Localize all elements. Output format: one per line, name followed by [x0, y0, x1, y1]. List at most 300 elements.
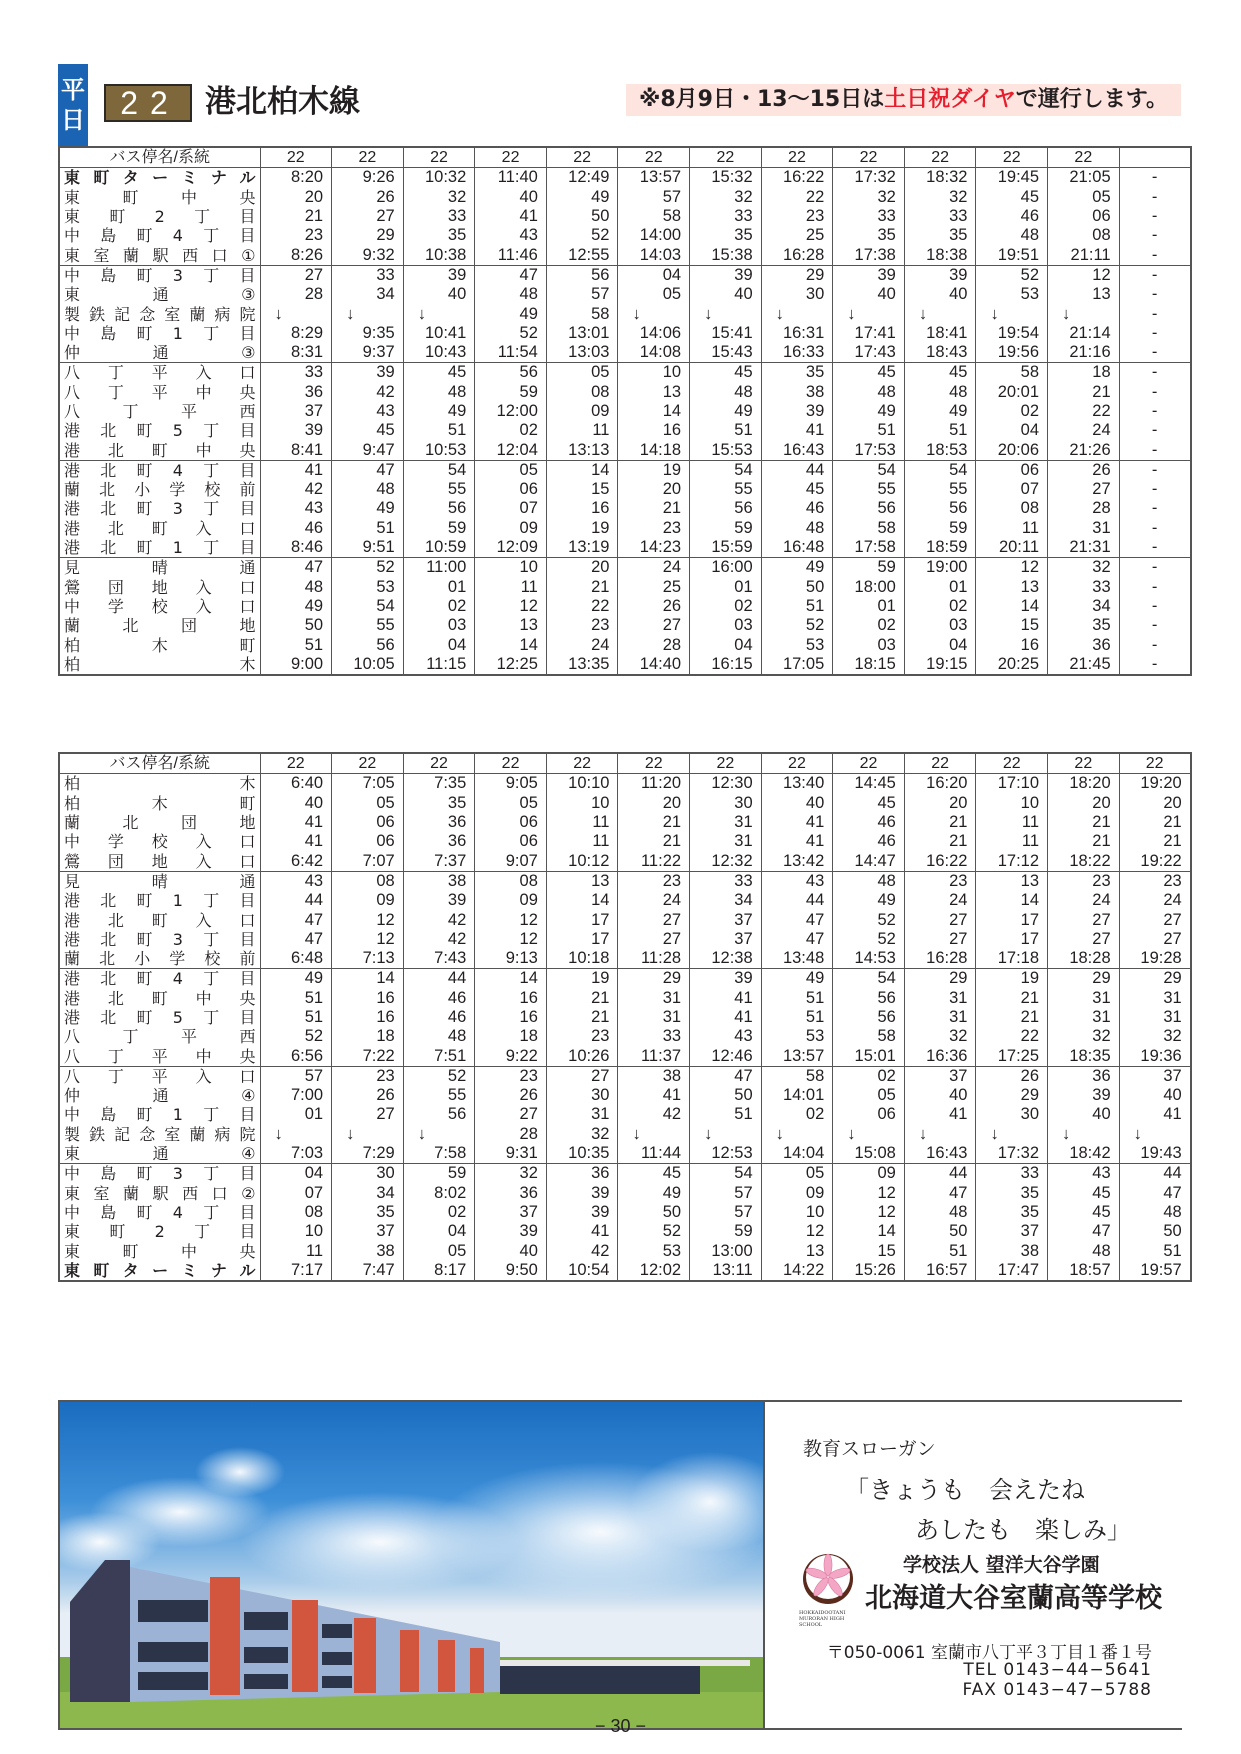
departure-time: 53 [618, 1241, 690, 1260]
departure-time: 02 [403, 1203, 475, 1222]
table-row [59, 930, 1191, 949]
departure-time: 39 [546, 1184, 618, 1203]
departure-time: 06 [976, 460, 1048, 480]
departure-time: 48 [403, 383, 475, 402]
pass-through-arrow-icon: ↓ [403, 304, 475, 323]
departure-time: 17:25 [976, 1046, 1048, 1066]
departure-time: 41 [260, 813, 332, 832]
departure-time: 21 [546, 989, 618, 1008]
table-row [59, 440, 1191, 460]
departure-time: 56 [904, 499, 976, 518]
departure-time: 43 [690, 1027, 762, 1046]
departure-time: 41 [904, 1105, 976, 1124]
departure-time: 13 [546, 871, 618, 891]
route-header: 22 [904, 753, 976, 774]
departure-time: 08 [976, 499, 1048, 518]
departure-time: 7:43 [403, 949, 475, 969]
departure-time: 09 [332, 891, 404, 910]
departure-time: 21:45 [1048, 655, 1120, 675]
departure-time: 10:12 [546, 851, 618, 871]
route-header: 22 [546, 147, 618, 168]
departure-time: 56 [475, 363, 547, 383]
departure-time: 33 [904, 207, 976, 226]
departure-time: 31 [690, 832, 762, 851]
departure-time: 59 [403, 1164, 475, 1184]
table-row [59, 616, 1191, 635]
departure-time: 58 [761, 1066, 833, 1086]
table-row [59, 324, 1191, 343]
departure-time: 06 [475, 813, 547, 832]
departure-time: 52 [332, 558, 404, 578]
departure-time: 48 [833, 383, 905, 402]
departure-time: 59 [403, 519, 475, 538]
table-row [59, 578, 1191, 597]
route-header: 22 [904, 147, 976, 168]
departure-time: 23 [475, 1066, 547, 1086]
departure-time: 47 [332, 460, 404, 480]
departure-time: 19 [546, 969, 618, 989]
weekday-tag-char-1: 平 [61, 76, 85, 104]
departure-time: 26 [332, 1086, 404, 1105]
departure-time: 52 [833, 930, 905, 949]
departure-time: 20:11 [976, 538, 1048, 558]
departure-time: 14:22 [761, 1261, 833, 1281]
departure-time: 15:43 [690, 343, 762, 363]
school-info [763, 1402, 1182, 1728]
departure-time: - [1119, 635, 1191, 654]
departure-time: 04 [403, 1222, 475, 1241]
departure-time: 7:00 [260, 1086, 332, 1105]
departure-time: - [1119, 402, 1191, 421]
departure-time: 17:38 [833, 245, 905, 265]
departure-time: 27 [332, 1105, 404, 1124]
departure-time: 47 [690, 1066, 762, 1086]
departure-time: 28 [475, 1125, 547, 1144]
departure-time: 47 [761, 930, 833, 949]
departure-time: 01 [833, 597, 905, 616]
departure-time: 56 [403, 499, 475, 518]
departure-time: 47 [260, 558, 332, 578]
departure-time: - [1119, 304, 1191, 323]
departure-time: 01 [904, 578, 976, 597]
departure-time: 52 [976, 265, 1048, 285]
departure-time: 35 [403, 226, 475, 245]
departure-time: 47 [260, 930, 332, 949]
departure-time: 12:25 [475, 655, 547, 675]
departure-time: 59 [833, 558, 905, 578]
table-row [59, 383, 1191, 402]
departure-time: 31 [1119, 1008, 1191, 1027]
departure-time: 38 [761, 383, 833, 402]
departure-time: 8:26 [260, 245, 332, 265]
departure-time: 34 [332, 1184, 404, 1203]
departure-time: 9:07 [475, 851, 547, 871]
stop-name: 港北町1丁目 [59, 891, 260, 910]
stop-name: 仲通④ [59, 1086, 260, 1105]
table-row [59, 1222, 1191, 1241]
pass-through-arrow-icon: ↓ [761, 304, 833, 323]
departure-time: 9:32 [332, 245, 404, 265]
table-row [59, 1144, 1191, 1164]
departure-time: 06 [833, 1105, 905, 1124]
departure-time: 12:09 [475, 538, 547, 558]
departure-time: 49 [761, 558, 833, 578]
departure-time: 34 [1048, 597, 1120, 616]
departure-time: 19:51 [976, 245, 1048, 265]
departure-time: 12 [332, 910, 404, 929]
departure-time: 13:19 [546, 538, 618, 558]
departure-time: 40 [475, 188, 547, 207]
departure-time: 52 [403, 1066, 475, 1086]
table-row [59, 304, 1191, 323]
departure-time: 17:32 [833, 168, 905, 188]
departure-time: 33 [260, 363, 332, 383]
route-header: 22 [976, 753, 1048, 774]
departure-time: 05 [761, 1164, 833, 1184]
pass-through-arrow-icon: ↓ [1048, 304, 1120, 323]
departure-time: 32 [1048, 1027, 1120, 1046]
departure-time: 08 [546, 383, 618, 402]
departure-time: 16:28 [761, 245, 833, 265]
departure-time: 51 [332, 519, 404, 538]
departure-time: 41 [260, 832, 332, 851]
departure-time: 55 [332, 616, 404, 635]
departure-time: 12 [761, 1222, 833, 1241]
departure-time: 23 [618, 519, 690, 538]
departure-time: 27 [1119, 930, 1191, 949]
route-header: 22 [761, 753, 833, 774]
stop-name: 八丁平中央 [59, 383, 260, 402]
departure-time: 12 [475, 597, 547, 616]
pass-through-arrow-icon: ↓ [1048, 1125, 1120, 1144]
departure-time: 50 [546, 207, 618, 226]
departure-time: 30 [332, 1164, 404, 1184]
departure-time: 43 [475, 226, 547, 245]
table-row [59, 207, 1191, 226]
departure-time: 31 [618, 989, 690, 1008]
departure-time: 11:40 [475, 168, 547, 188]
departure-time: 58 [546, 304, 618, 323]
departure-time: 22 [546, 597, 618, 616]
departure-time: - [1119, 578, 1191, 597]
stop-name: 東通④ [59, 1144, 260, 1164]
departure-time: 13:01 [546, 324, 618, 343]
departure-time: 23 [904, 871, 976, 891]
departure-time: 56 [332, 635, 404, 654]
departure-time: 46 [761, 499, 833, 518]
departure-time: 44 [403, 969, 475, 989]
departure-time: 32 [546, 1125, 618, 1144]
departure-time: 48 [904, 383, 976, 402]
departure-time: 41 [475, 207, 547, 226]
departure-time: 17:05 [761, 655, 833, 675]
departure-time: 21:05 [1048, 168, 1120, 188]
pass-through-arrow-icon: ↓ [976, 1125, 1048, 1144]
departure-time: 17:12 [976, 851, 1048, 871]
departure-time: 48 [976, 226, 1048, 245]
table-row [59, 794, 1191, 813]
table-row [59, 480, 1191, 499]
departure-time: 15:32 [690, 168, 762, 188]
departure-time: 21:14 [1048, 324, 1120, 343]
departure-time: 36 [260, 383, 332, 402]
departure-time: 13 [475, 616, 547, 635]
departure-time: 03 [833, 635, 905, 654]
departure-time: 39 [1048, 1086, 1120, 1105]
departure-time: 12 [475, 910, 547, 929]
departure-time: 24 [546, 635, 618, 654]
departure-time: 7:03 [260, 1144, 332, 1164]
departure-time: 04 [904, 635, 976, 654]
departure-time: 10:43 [403, 343, 475, 363]
departure-time: 37 [904, 1066, 976, 1086]
departure-time: 9:50 [475, 1261, 547, 1281]
departure-time: 42 [332, 383, 404, 402]
departure-time: 35 [761, 363, 833, 383]
departure-time: 06 [475, 480, 547, 499]
departure-time: 03 [403, 616, 475, 635]
departure-time: 49 [403, 402, 475, 421]
departure-time: 13:48 [761, 949, 833, 969]
departure-time: 10:38 [403, 245, 475, 265]
departure-time: 02 [690, 597, 762, 616]
departure-time: 37 [260, 402, 332, 421]
departure-time: 56 [546, 265, 618, 285]
departure-time: 39 [833, 265, 905, 285]
departure-time: 47 [904, 1184, 976, 1203]
departure-time: 14:08 [618, 343, 690, 363]
departure-time: 11:28 [618, 949, 690, 969]
departure-time: 35 [976, 1184, 1048, 1203]
departure-time: 51 [403, 421, 475, 440]
departure-time: 26 [976, 1066, 1048, 1086]
stop-name: 港北町入口 [59, 910, 260, 929]
departure-time: 21 [904, 813, 976, 832]
departure-time: 09 [475, 891, 547, 910]
departure-time: 27 [475, 1105, 547, 1124]
departure-time: 50 [761, 578, 833, 597]
stop-name: 八丁平入口 [59, 1066, 260, 1086]
departure-time: 45 [618, 1164, 690, 1184]
table-row [59, 871, 1191, 891]
departure-time: 49 [833, 402, 905, 421]
departure-time: - [1119, 168, 1191, 188]
departure-time: 21:16 [1048, 343, 1120, 363]
departure-time: 16:33 [761, 343, 833, 363]
stop-name: 中島町4丁目 [59, 226, 260, 245]
pass-through-arrow-icon: ↓ [690, 304, 762, 323]
departure-time: 13 [1048, 285, 1120, 304]
departure-time: 19 [976, 969, 1048, 989]
departure-time: 07 [976, 480, 1048, 499]
departure-time: 05 [403, 1241, 475, 1260]
departure-time: 28 [618, 635, 690, 654]
departure-time: 7:51 [403, 1046, 475, 1066]
stop-name: 八丁平西 [59, 1027, 260, 1046]
route-name: 港北柏木線 [205, 84, 360, 120]
table-row [59, 265, 1191, 285]
pass-through-arrow-icon: ↓ [690, 1125, 762, 1144]
departure-time: - [1119, 343, 1191, 363]
table-row [59, 285, 1191, 304]
departure-time: 19 [618, 460, 690, 480]
weekday-tag-char-2: 日 [61, 106, 85, 134]
departure-time: 14:47 [833, 851, 905, 871]
departure-time: 26 [1048, 460, 1120, 480]
stop-name: 柏木町 [59, 635, 260, 654]
stop-name: 見晴通 [59, 871, 260, 891]
departure-time: 10:53 [403, 440, 475, 460]
route-header: 22 [1048, 753, 1120, 774]
departure-time: 31 [618, 1008, 690, 1027]
departure-time: 16:57 [904, 1261, 976, 1281]
departure-time: 12 [833, 1203, 905, 1222]
departure-time: 11:22 [618, 851, 690, 871]
departure-time: 47 [260, 910, 332, 929]
departure-time: 18:57 [1048, 1261, 1120, 1281]
departure-time: 41 [546, 1222, 618, 1241]
departure-time: 52 [761, 616, 833, 635]
departure-time: 7:22 [332, 1046, 404, 1066]
departure-time: 18 [332, 1027, 404, 1046]
departure-time: 39 [690, 265, 762, 285]
table-row [59, 499, 1191, 518]
departure-time: 05 [546, 363, 618, 383]
departure-time: 8:02 [403, 1184, 475, 1203]
departure-time: 08 [332, 871, 404, 891]
departure-time: 18:20 [1048, 774, 1120, 794]
departure-time: 09 [761, 1184, 833, 1203]
pass-through-arrow-icon: ↓ [904, 304, 976, 323]
departure-time: 17:53 [833, 440, 905, 460]
departure-time: 16 [332, 1008, 404, 1027]
timetable-inbound [58, 752, 1192, 1282]
departure-time: 11:54 [475, 343, 547, 363]
departure-time: 49 [260, 597, 332, 616]
departure-time: 47 [475, 265, 547, 285]
departure-time: 17 [546, 910, 618, 929]
departure-time: 14 [618, 402, 690, 421]
page-number: − 30 − [594, 1716, 647, 1736]
departure-time: 17 [976, 910, 1048, 929]
departure-time: 16:22 [761, 168, 833, 188]
table-row [59, 363, 1191, 383]
departure-time: 42 [403, 930, 475, 949]
departure-time: 12 [833, 1184, 905, 1203]
table-header-row [59, 753, 1191, 774]
departure-time: 23 [546, 616, 618, 635]
departure-time: 13 [761, 1241, 833, 1260]
departure-time: 16:28 [904, 949, 976, 969]
departure-time: 9:05 [475, 774, 547, 794]
departure-time: 20 [618, 794, 690, 813]
departure-time: 38 [976, 1241, 1048, 1260]
table-row [59, 969, 1191, 989]
departure-time: 19:15 [904, 655, 976, 675]
departure-time: 15:53 [690, 440, 762, 460]
stop-name: 港北町3丁目 [59, 499, 260, 518]
stop-name: 東室蘭駅西口① [59, 245, 260, 265]
departure-time: 23 [1048, 871, 1120, 891]
departure-time: 7:37 [403, 851, 475, 871]
departure-time: - [1119, 188, 1191, 207]
departure-time: 7:07 [332, 851, 404, 871]
departure-time: 10:05 [332, 655, 404, 675]
departure-time: 45 [833, 794, 905, 813]
table-row [59, 910, 1191, 929]
departure-time: 49 [332, 499, 404, 518]
departure-time: 45 [761, 480, 833, 499]
departure-time: 39 [546, 1203, 618, 1222]
departure-time: 31 [1048, 519, 1120, 538]
departure-time: 43 [260, 871, 332, 891]
departure-time: - [1119, 440, 1191, 460]
departure-time: 8:46 [260, 538, 332, 558]
departure-time: 14:06 [618, 324, 690, 343]
departure-time: 57 [546, 285, 618, 304]
departure-time: 40 [475, 1241, 547, 1260]
departure-time: 45 [690, 363, 762, 383]
departure-time: 13:03 [546, 343, 618, 363]
departure-time: 11:20 [618, 774, 690, 794]
departure-time: 14:40 [618, 655, 690, 675]
departure-time: 34 [332, 285, 404, 304]
stop-name: 港北町5丁目 [59, 421, 260, 440]
departure-time: 21 [1119, 813, 1191, 832]
departure-time: 21 [260, 207, 332, 226]
departure-time: 14:04 [761, 1144, 833, 1164]
departure-time: 33 [618, 1027, 690, 1046]
departure-time: 13 [976, 871, 1048, 891]
table-row [59, 1027, 1191, 1046]
departure-time: 45 [976, 188, 1048, 207]
departure-time: 40 [1048, 1105, 1120, 1124]
stop-name: 港北町中央 [59, 440, 260, 460]
stop-name: 東町ターミナル [59, 168, 260, 188]
stop-name: 東通③ [59, 285, 260, 304]
departure-time: 35 [833, 226, 905, 245]
departure-time: 18:32 [904, 168, 976, 188]
departure-time: 27 [904, 930, 976, 949]
departure-time: 16 [475, 1008, 547, 1027]
departure-time: 17:18 [976, 949, 1048, 969]
departure-time: 51 [260, 989, 332, 1008]
departure-time: 48 [1048, 1241, 1120, 1260]
departure-time: 21 [618, 499, 690, 518]
pass-through-arrow-icon: ↓ [332, 304, 404, 323]
table-row [59, 655, 1191, 675]
departure-time: 50 [1119, 1222, 1191, 1241]
route-header: 22 [332, 147, 404, 168]
departure-time: 07 [475, 499, 547, 518]
departure-time: 49 [904, 402, 976, 421]
stop-name: 柏木 [59, 774, 260, 794]
departure-time: 20 [546, 558, 618, 578]
departure-time: 06 [332, 832, 404, 851]
departure-time: 42 [618, 1105, 690, 1124]
table-row [59, 1184, 1191, 1203]
departure-time: 33 [833, 207, 905, 226]
notice-highlight: 土日祝ダイヤ [884, 87, 1016, 112]
departure-time: 36 [403, 813, 475, 832]
departure-time: 9:47 [332, 440, 404, 460]
departure-time: 32 [1048, 558, 1120, 578]
departure-time: 03 [904, 616, 976, 635]
departure-time: 59 [690, 519, 762, 538]
departure-time: 10 [761, 1203, 833, 1222]
departure-time: 54 [690, 1164, 762, 1184]
departure-time: 17:10 [976, 774, 1048, 794]
